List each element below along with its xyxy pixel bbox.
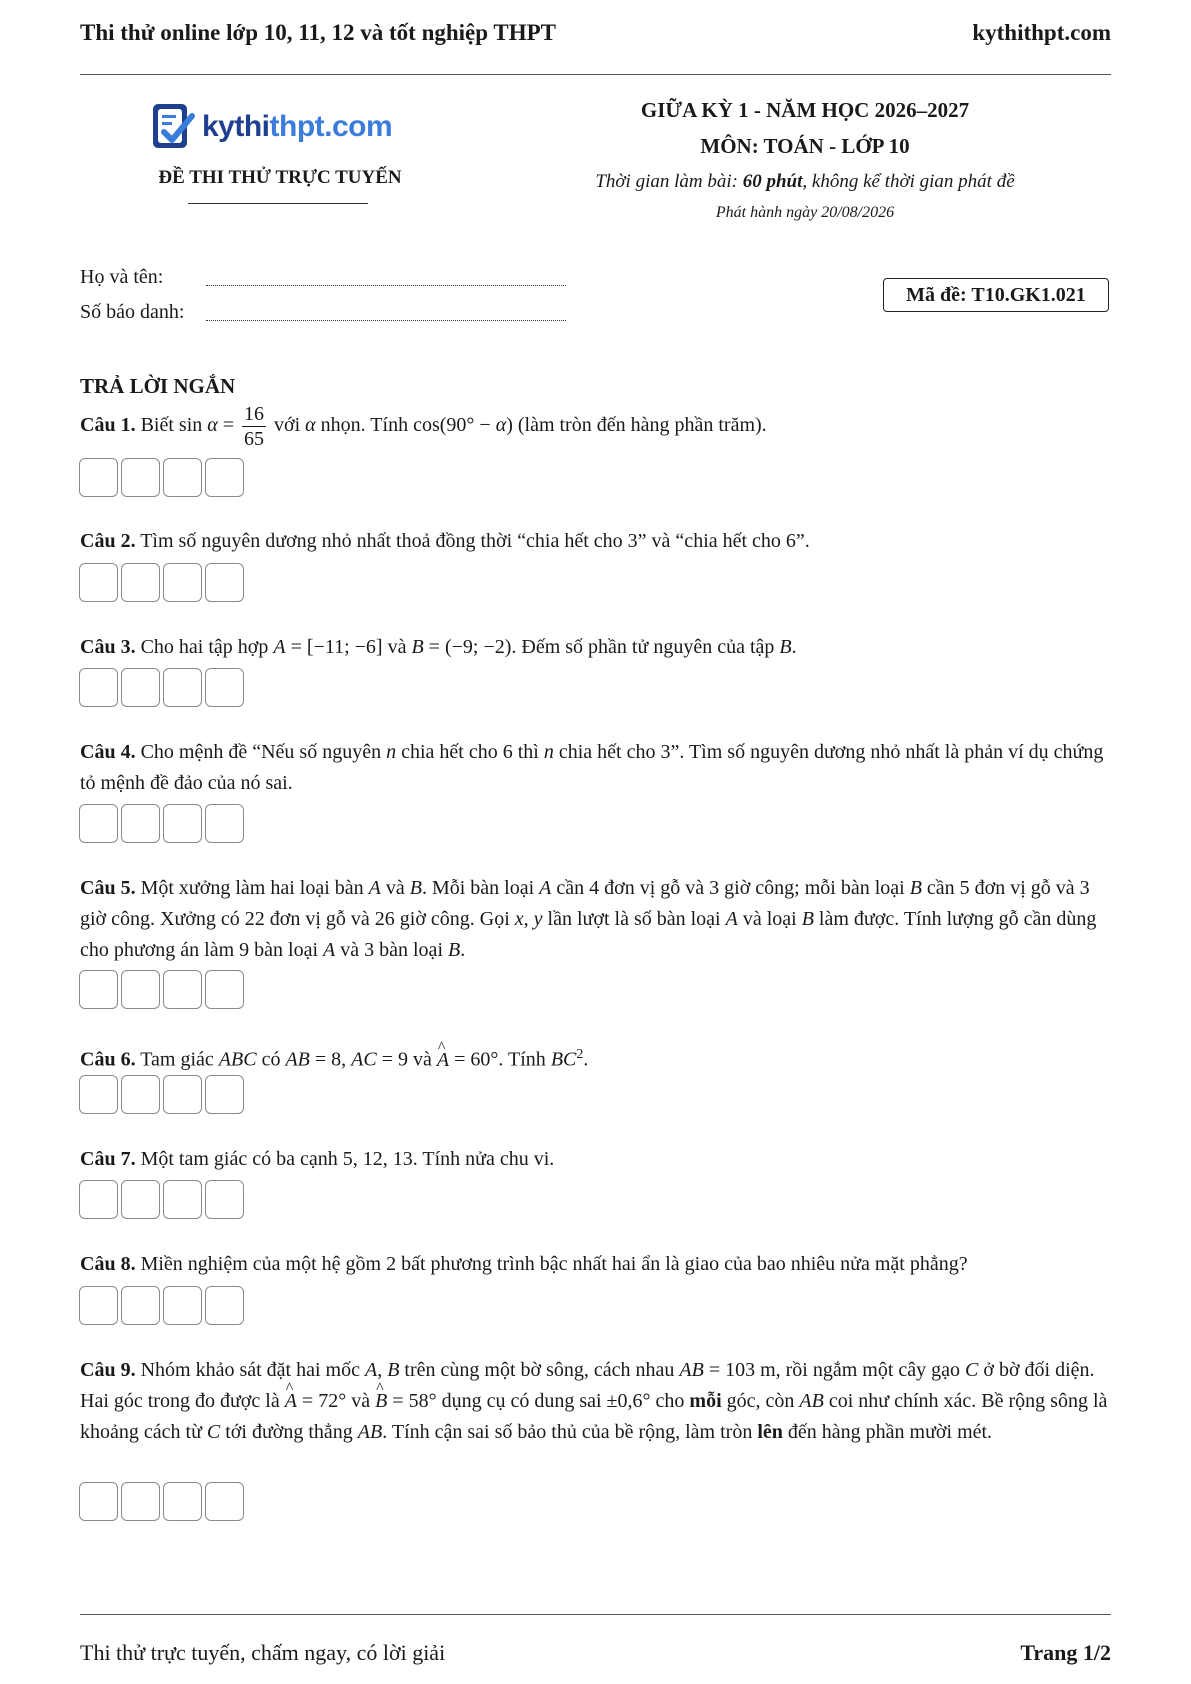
answer-cell[interactable] (163, 1075, 202, 1114)
answer-boxes-2[interactable] (79, 563, 244, 602)
answer-cell[interactable] (121, 1075, 160, 1114)
answer-boxes-4[interactable] (79, 804, 244, 843)
question-6: Câu 6. Tam giác ABC có AB = 8, AC = 9 và ^ A = 60°. Tính $BC^2$. (80, 1039, 1111, 1076)
student-id-label: Số báo danh: (80, 301, 185, 323)
question-label: Câu 3. (80, 636, 136, 658)
answer-cell[interactable] (121, 458, 160, 497)
question-label: Câu 2. (80, 530, 136, 552)
answer-cell[interactable] (121, 1180, 160, 1219)
release-date: Phát hành ngày 20/08/2026 (715, 204, 895, 221)
answer-cell[interactable] (121, 970, 160, 1009)
answer-cell[interactable] (163, 1286, 202, 1325)
answer-cell[interactable] (163, 458, 202, 497)
question-text: Một tam giác có ba cạnh 5, 12, 13. Tính nửa chu vi. (140, 1148, 555, 1170)
question-4: Câu 4. Cho mệnh đề “Nếu số nguyên n chia hết cho 6 thì n chia hết cho 3”. Tìm số nguyên dương nhỏ nhất là phản ví dụ chứng tỏ mệnh đề đảo của nó sai. (80, 741, 1104, 794)
answer-cell[interactable] (205, 1180, 244, 1219)
answer-cell[interactable] (205, 668, 244, 707)
answer-cell[interactable] (121, 668, 160, 707)
logo-underline (188, 203, 368, 204)
footer-tagline: Thi thử trực tuyến, chấm ngay, có lời giải (80, 1640, 446, 1665)
exam-duration-prefix: Thời gian làm bài: (595, 171, 743, 192)
answer-cell[interactable] (79, 563, 118, 602)
answer-cell[interactable] (205, 1482, 244, 1521)
site-logo (150, 100, 392, 154)
exam-duration (520, 171, 1090, 193)
section-title: TRẢ LỜI NGẮN (80, 374, 236, 398)
answer-cell[interactable] (121, 804, 160, 843)
answer-cell[interactable] (121, 1286, 160, 1325)
answer-cell[interactable] (205, 804, 244, 843)
question-text: Miền nghiệm của một hệ gồm 2 bất phương trình bậc nhất hai ẩn là giao của bao nhiêu nửa mặt phẳng? (140, 1253, 968, 1275)
answer-cell[interactable] (79, 1075, 118, 1114)
header-divider (80, 74, 1111, 75)
answer-cell[interactable] (205, 458, 244, 497)
answer-cell[interactable] (121, 1482, 160, 1521)
exam-title: GIỮA KỲ 1 - NĂM HỌC 2026–2027 (640, 98, 970, 122)
logo-wordmark-part1: kythi (202, 110, 270, 143)
question-label: Câu 9. (80, 1359, 136, 1381)
question-3: Câu 3. Cho hai tập hợp A = [−11; −6] và B = (−9; −2). Đếm số phần tử nguyên của tập B. (80, 636, 797, 658)
question-7 (80, 1144, 1111, 1175)
answer-cell[interactable] (79, 1286, 118, 1325)
question-label: Câu 7. (80, 1148, 136, 1170)
answer-boxes-3[interactable] (79, 668, 244, 707)
question-label: Câu 6. (80, 1048, 136, 1071)
answer-cell[interactable] (163, 804, 202, 843)
question-label: Câu 4. (80, 741, 136, 763)
answer-cell[interactable] (79, 804, 118, 843)
exam-duration-value: 60 phút (742, 171, 803, 192)
answer-boxes-5[interactable] (79, 970, 244, 1009)
question-2 (80, 526, 1111, 557)
answer-cell[interactable] (79, 970, 118, 1009)
footer-divider (80, 1614, 1111, 1615)
answer-cell[interactable] (205, 970, 244, 1009)
answer-boxes-1[interactable] (79, 458, 244, 497)
question-label: Câu 5. (80, 877, 136, 899)
answer-cell[interactable] (163, 563, 202, 602)
student-name-label: Họ và tên: (80, 266, 164, 288)
logo-wordmark-part2: thpt.com (269, 110, 393, 143)
answer-cell[interactable] (205, 1286, 244, 1325)
question-label: Câu 8. (80, 1253, 136, 1275)
answer-cell[interactable] (163, 1482, 202, 1521)
answer-cell[interactable] (79, 668, 118, 707)
exam-duration-suffix: , không kể thời gian phát đề (802, 171, 1015, 192)
answer-boxes-7[interactable] (79, 1180, 244, 1219)
answer-cell[interactable] (79, 1180, 118, 1219)
answer-cell[interactable] (163, 970, 202, 1009)
answer-cell[interactable] (205, 563, 244, 602)
question-1: Câu 1. Biết sin α = $\frac{16}{65}$ với α nhọn. Tính cos(90° − α) (làm tròn đến hàng phần trăm). (80, 403, 767, 450)
header-site-tagline: Thi thử online lớp 10, 11, 12 và tốt nghiệp THPT (80, 20, 556, 45)
question-5: Câu 5. Một xưởng làm hai loại bàn A và B. Mỗi bàn loại A cần 4 đơn vị gỗ và 3 giờ công; mỗi bàn loại B cần 5 đơn vị gỗ và 3 giờ công. Xưởng có 22 đơn vị gỗ và 26 giờ công. Gọi x, y lần lượt là số bàn loại A và loại B làm được. Tính lượng gỗ cần dùng cho phương án làm 9 bàn loại A và 3 bàn loại B. (80, 877, 1097, 961)
answer-cell[interactable] (79, 1482, 118, 1521)
document-check-icon (150, 102, 196, 152)
answer-cell[interactable] (79, 458, 118, 497)
header-site-domain[interactable]: kythithpt.com (972, 20, 1111, 45)
answer-boxes-8[interactable] (79, 1286, 244, 1325)
question-text: Tìm số nguyên dương nhỏ nhất thoả đồng thời “chia hết cho 3” và “chia hết cho 6”. (140, 530, 810, 552)
answer-cell[interactable] (163, 1180, 202, 1219)
answer-cell[interactable] (163, 668, 202, 707)
question-label: Câu 1. (80, 414, 136, 437)
answer-cell[interactable] (121, 563, 160, 602)
answer-cell[interactable] (205, 1075, 244, 1114)
student-id-field[interactable] (206, 320, 566, 321)
question-9: Câu 9. Nhóm khảo sát đặt hai mốc A, B trên cùng một bờ sông, cách nhau AB = 103 m, rồi ngắm một cây gạo C ở bờ đối diện. Hai góc trong đo được là ^ A = 72° và ^ B = 58° dụng cụ có dung sai ±0,6° cho mỗi góc, còn AB coi như chính xác. Bề rộng sông là khoảng cách từ C tới đường thẳng AB. Tính cận sai số bảo thủ của bề rộng, làm tròn lên đến hàng phần mười mét. (80, 1355, 1111, 1448)
exam-code-badge: Mã đề: T10.GK1.021 (883, 278, 1109, 312)
question-8 (80, 1249, 1111, 1280)
answer-boxes-6[interactable] (79, 1075, 244, 1114)
page-number: Trang 1/2 (1020, 1640, 1111, 1665)
answer-boxes-9[interactable] (79, 1482, 244, 1521)
logo-wordmark (202, 110, 392, 144)
student-name-field[interactable] (206, 285, 566, 286)
exam-subject: MÔN: TOÁN - LỚP 10 (700, 134, 910, 158)
logo-subtitle: ĐỀ THI THỬ TRỰC TUYẾN (158, 167, 402, 188)
